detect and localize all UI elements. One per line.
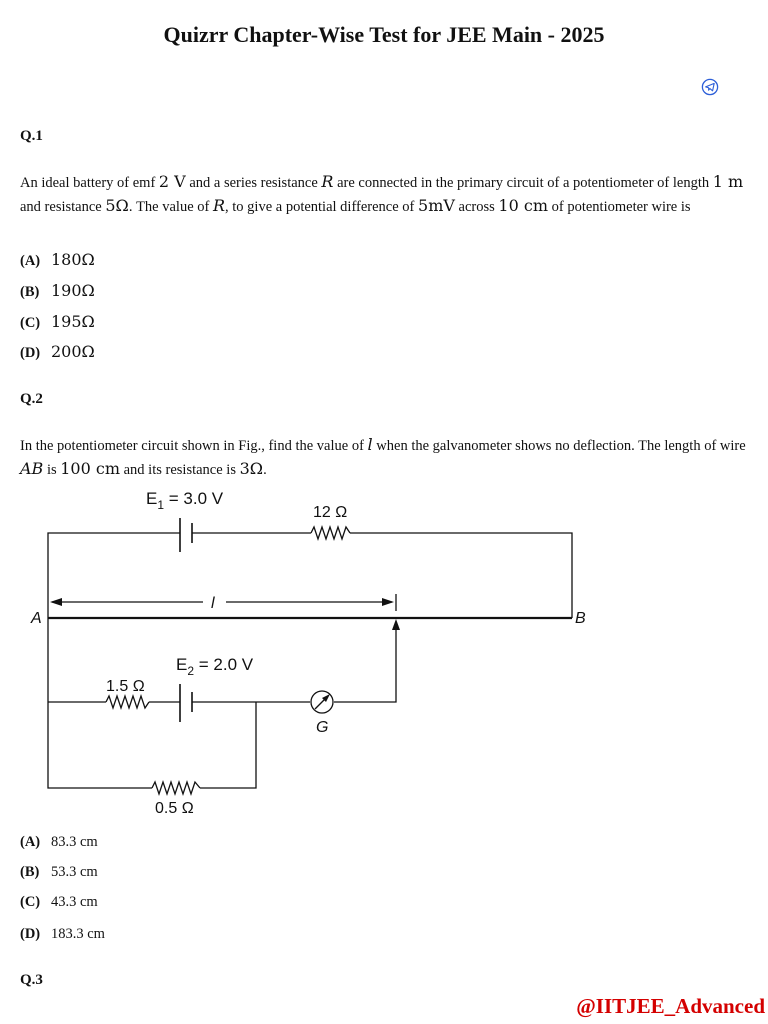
question-3-label: Q.3 [20, 972, 43, 988]
resistor-1-5-ohm [106, 696, 149, 708]
galvanometer-label: G [316, 719, 329, 736]
e1-label: $E_1 = 3.0$ V [146, 489, 224, 512]
q1-option-d[interactable]: (D) 200Ω [20, 342, 95, 361]
question-2-label: Q.2 [20, 391, 43, 407]
q2-option-d[interactable]: (D) 183.3 cm [20, 926, 105, 942]
page-title: Quizrr Chapter-Wise Test for JEE Main - 2025 [163, 22, 605, 47]
resistor-0-5-ohm [152, 782, 200, 794]
q2-option-c[interactable]: (C) 43.3 cm [20, 894, 98, 910]
point-b-label: B [575, 610, 586, 627]
q2-option-a[interactable]: (A) 83.3 cm [20, 834, 98, 850]
resistor-12-ohm [311, 527, 350, 539]
q2-option-b[interactable]: (B) 53.3 cm [20, 864, 98, 880]
question-2-text: In the potentiometer circuit shown in Fig., find the value of l when the galvanometer shows no deflection. The length of wire AB is 100 cm and its resistance is 3Ω. [20, 435, 746, 478]
arrowhead-right-icon [382, 598, 394, 606]
watermark: @IITJEE_Advanced [576, 994, 765, 1018]
length-l-label: l [211, 595, 215, 612]
telegram-icon[interactable] [701, 78, 719, 96]
resistor-0-5-ohm-label: 0.5 Ω [155, 800, 194, 817]
question-1-text: An ideal battery of emf 2 V and a series resistance R are connected in the primary circuit of a potentiometer of length 1 m and resistance 5Ω. The value of R, to give a potential difference of 5mV across 10 cm of potentiometer wire is [20, 172, 744, 215]
arrowhead-left-icon [50, 598, 62, 606]
q1-option-b[interactable]: (B) 190Ω [20, 281, 95, 300]
e2-label: $E_2 = 2.0$ V [176, 655, 254, 678]
shunt-branch-wire [48, 618, 256, 788]
q1-option-a[interactable]: (A) 180Ω [20, 250, 95, 269]
q1-option-c[interactable]: (C) 195Ω [20, 312, 95, 331]
primary-circuit-wire [48, 533, 572, 618]
potentiometer-circuit-diagram [0, 480, 768, 825]
resistor-12-ohm-label: 12 Ω [313, 504, 348, 521]
question-1-label: Q.1 [20, 128, 43, 144]
resistor-1-5-ohm-label: 1.5 Ω [106, 678, 145, 695]
point-a-label: A [31, 610, 42, 627]
jockey-arrowhead-icon [392, 619, 400, 630]
